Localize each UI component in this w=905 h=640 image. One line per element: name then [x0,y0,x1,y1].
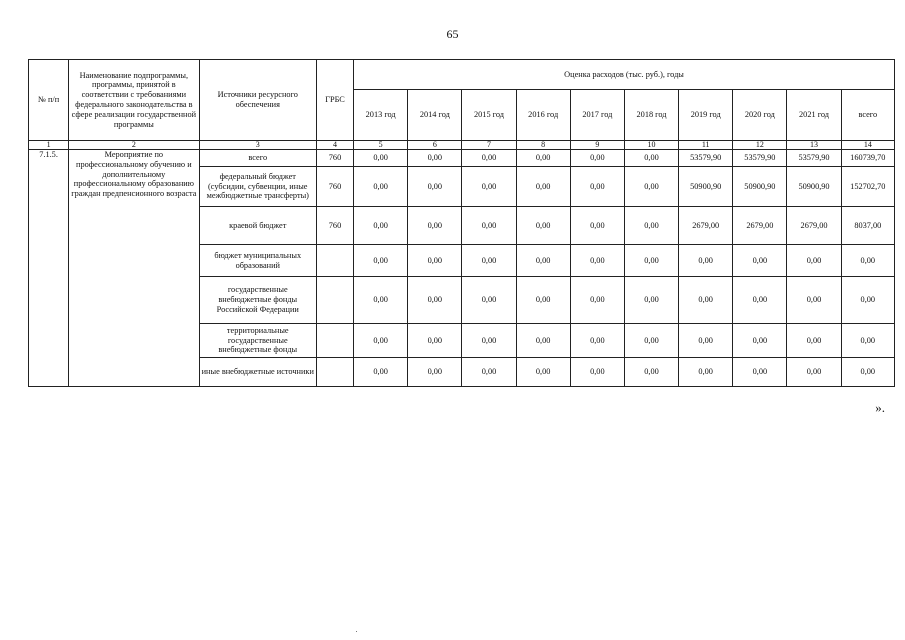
grbs-cell [316,277,353,324]
column-number: 11 [679,141,733,150]
column-number: 10 [624,141,678,150]
value-cell: 53579,90 [733,150,787,167]
source-cell: государственные внебюджетные фонды Российской Федерации [199,277,316,324]
column-number: 5 [354,141,408,150]
header-year: 2017 год [570,90,624,141]
value-cell: 0,00 [679,358,733,387]
budget-table [28,59,895,387]
value-cell: 0,00 [516,324,570,358]
value-cell: 0,00 [408,358,462,387]
header-col-name: Наименование подпрограммы, программы, принятой в соответствии с требованиями федерального законодательства в сфере реализации государственной программы [69,60,199,141]
value-cell: 0,00 [624,324,678,358]
value-cell: 0,00 [354,245,408,277]
grbs-cell: 760 [316,207,353,245]
grbs-cell [316,324,353,358]
value-cell: 0,00 [408,150,462,167]
value-cell: 0,00 [516,277,570,324]
value-cell: 2679,00 [733,207,787,245]
value-cell: 0,00 [570,150,624,167]
value-cell: 0,00 [516,245,570,277]
value-cell: 0,00 [408,167,462,207]
total-cell: 8037,00 [841,207,894,245]
value-cell: 0,00 [462,245,516,277]
value-cell: 0,00 [354,150,408,167]
value-cell: 53579,90 [679,150,733,167]
value-cell: 0,00 [354,207,408,245]
header-year: 2016 год [516,90,570,141]
column-number: 6 [408,141,462,150]
grbs-cell: 760 [316,150,353,167]
value-cell: 0,00 [624,207,678,245]
value-cell: 0,00 [679,245,733,277]
value-cell: 0,00 [624,167,678,207]
source-cell: краевой бюджет [199,207,316,245]
value-cell: 0,00 [354,167,408,207]
total-cell: 152702,70 [841,167,894,207]
value-cell: 0,00 [516,167,570,207]
value-cell: 0,00 [787,245,841,277]
header-year: 2019 год [679,90,733,141]
value-cell: 0,00 [733,358,787,387]
value-cell: 0,00 [462,358,516,387]
header-total: всего [841,90,894,141]
value-cell: 0,00 [570,207,624,245]
column-number: 1 [29,141,69,150]
value-cell: 0,00 [408,245,462,277]
total-cell: 0,00 [841,277,894,324]
value-cell: 0,00 [624,150,678,167]
value-cell: 2679,00 [679,207,733,245]
value-cell: 0,00 [733,245,787,277]
column-number: 4 [316,141,353,150]
value-cell: 0,00 [787,358,841,387]
column-number: 3 [199,141,316,150]
value-cell: 0,00 [408,277,462,324]
value-cell: 0,00 [733,324,787,358]
total-cell: 0,00 [841,358,894,387]
header-col-estimate: Оценка расходов (тыс. руб.), годы [354,60,895,90]
column-number: 14 [841,141,894,150]
grbs-cell [316,245,353,277]
value-cell: 0,00 [516,358,570,387]
value-cell: 0,00 [787,324,841,358]
value-cell: 53579,90 [787,150,841,167]
value-cell: 0,00 [462,150,516,167]
page-number: 65 [446,27,459,41]
value-cell: 0,00 [462,277,516,324]
value-cell: 0,00 [570,167,624,207]
column-number: 12 [733,141,787,150]
value-cell: 50900,90 [787,167,841,207]
value-cell: 50900,90 [733,167,787,207]
value-cell: 0,00 [679,324,733,358]
header-year: 2020 год [733,90,787,141]
value-cell: 50900,90 [679,167,733,207]
source-cell: федеральный бюджет (субсидии, субвенции, иные межбюджетные трансферты) [199,167,316,207]
value-cell: 0,00 [787,277,841,324]
column-number: 2 [69,141,199,150]
column-number: 8 [516,141,570,150]
source-cell: бюджет муниципальных образований [199,245,316,277]
value-cell: 0,00 [354,324,408,358]
source-cell: всего [199,150,316,167]
value-cell: 0,00 [354,277,408,324]
source-cell: территориальные государственные внебюджетные фонды [199,324,316,358]
grbs-cell: 760 [316,167,353,207]
value-cell: 0,00 [570,245,624,277]
header-col-grbs: ГРБС [316,60,353,141]
header-year: 2014 год [408,90,462,141]
value-cell: 0,00 [462,207,516,245]
value-cell: 0,00 [570,358,624,387]
value-cell: 0,00 [733,277,787,324]
header-year: 2018 год [624,90,678,141]
value-cell: 0,00 [408,207,462,245]
value-cell: 0,00 [516,150,570,167]
value-cell: 2679,00 [787,207,841,245]
value-cell: 0,00 [570,324,624,358]
value-cell: 0,00 [354,358,408,387]
value-cell: 0,00 [462,167,516,207]
grbs-cell [316,358,353,387]
source-cell: иные внебюджетные источники [199,358,316,387]
header-year: 2015 год [462,90,516,141]
total-cell: 0,00 [841,245,894,277]
table-row [29,150,895,167]
header-col-source: Источники ресурсного обеспечения [199,60,316,141]
total-cell: 0,00 [841,324,894,358]
header-year: 2013 год [354,90,408,141]
value-cell: 0,00 [462,324,516,358]
header-year: 2021 год [787,90,841,141]
column-number: 13 [787,141,841,150]
scan-speck [356,631,357,632]
value-cell: 0,00 [516,207,570,245]
value-cell: 0,00 [624,277,678,324]
value-cell: 0,00 [570,277,624,324]
value-cell: 0,00 [408,324,462,358]
value-cell: 0,00 [624,358,678,387]
column-number: 9 [570,141,624,150]
activity-number: 7.1.5. [29,150,69,387]
closing-mark: ». [875,400,885,415]
value-cell: 0,00 [624,245,678,277]
column-number: 7 [462,141,516,150]
value-cell: 0,00 [679,277,733,324]
header-col-no: № п/п [29,60,69,141]
total-cell: 160739,70 [841,150,894,167]
activity-name: Мероприятие по профессиональному обучению и дополнительному профессиональному образованию граждан предпенсионного возраста [69,150,199,387]
